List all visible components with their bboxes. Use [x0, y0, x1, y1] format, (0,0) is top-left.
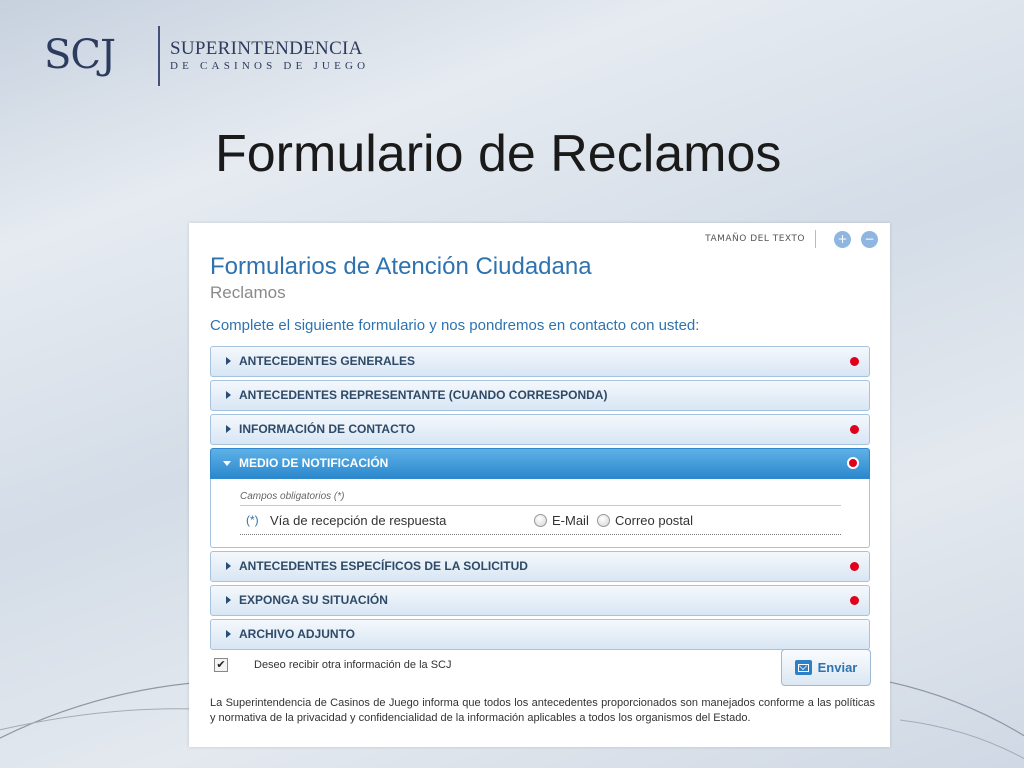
envelope-icon	[795, 660, 812, 675]
logo-divider	[158, 26, 160, 86]
required-mark: (*)	[246, 513, 259, 527]
text-size-label: TAMAÑO DEL TEXTO	[705, 234, 805, 244]
chevron-down-icon	[223, 461, 231, 466]
radio-email[interactable]	[534, 513, 589, 528]
required-dot-icon	[850, 596, 859, 605]
chevron-right-icon	[226, 562, 231, 570]
section-label: INFORMACIÓN DE CONTACTO	[239, 422, 416, 436]
logo-subname: DE CASINOS DE JUEGO	[170, 60, 370, 72]
text-size-divider	[815, 230, 816, 248]
required-fields-note: Campos obligatorios (*)	[240, 491, 345, 502]
section-label: ARCHIVO ADJUNTO	[239, 627, 356, 641]
required-dot-icon	[850, 425, 859, 434]
radio-button[interactable]	[534, 514, 547, 527]
chevron-right-icon	[226, 357, 231, 365]
increase-text-button[interactable]: +	[834, 231, 851, 248]
section-medio-notificacion-body	[210, 479, 870, 548]
section-archivo-adjunto[interactable]	[210, 619, 870, 650]
form-intro: Complete el siguiente formulario y nos pondremos en contacto con usted:	[210, 317, 700, 334]
send-label: Enviar	[817, 660, 858, 675]
section-label: ANTECEDENTES GENERALES	[239, 354, 416, 368]
radio-label: E-Mail	[552, 513, 589, 528]
section-medio-notificacion[interactable]	[210, 448, 870, 479]
form-sections	[210, 346, 870, 653]
chevron-right-icon	[226, 425, 231, 433]
send-button[interactable]	[781, 649, 871, 686]
consent-label: Deseo recibir otra información de la SCJ	[254, 659, 452, 671]
required-dot-icon	[850, 562, 859, 571]
section-antecedentes-especificos[interactable]	[210, 551, 870, 582]
form-screenshot-panel	[189, 223, 890, 747]
section-label: MEDIO DE NOTIFICACIÓN	[239, 456, 389, 470]
notification-method-label: Vía de recepción de respuesta	[270, 513, 447, 528]
required-dot-icon	[850, 357, 859, 366]
section-label: EXPONGA SU SITUACIÓN	[239, 593, 388, 607]
form-subheading: Reclamos	[210, 283, 286, 302]
radio-label: Correo postal	[615, 513, 694, 528]
decrease-text-button[interactable]: −	[861, 231, 878, 248]
radio-button[interactable]	[597, 514, 610, 527]
chevron-right-icon	[226, 630, 231, 638]
radio-correo-postal[interactable]	[597, 513, 693, 528]
logo-mark: SCJ	[44, 32, 116, 78]
section-label: ANTECEDENTES REPRESENTANTE (CUANDO CORRESPONDA)	[239, 388, 608, 402]
notification-method-field	[240, 510, 841, 535]
section-label: ANTECEDENTES ESPECÍFICOS DE LA SOLICITUD	[239, 559, 528, 573]
consent-row	[214, 658, 451, 672]
section-antecedentes-generales[interactable]	[210, 346, 870, 377]
privacy-disclaimer: La Superintendencia de Casinos de Juego informa que todos los antecedentes proporcionados son manejados conforme a las políticas y normativa de la privacidad y confidencialidad de la información aplicables a todos los organismos del Estado.	[210, 697, 875, 724]
consent-checkbox[interactable]: ✔	[214, 658, 228, 672]
chevron-right-icon	[226, 596, 231, 604]
section-informacion-contacto[interactable]	[210, 414, 870, 445]
divider	[240, 505, 841, 506]
required-dot-icon	[847, 457, 859, 469]
text-size-controls	[705, 230, 878, 248]
logo-name: SUPERINTENDENCIA	[170, 38, 363, 59]
slide-title: Formulario de Reclamos	[215, 125, 782, 183]
form-heading: Formularios de Atención Ciudadana	[210, 253, 592, 280]
section-exponga-situacion[interactable]	[210, 585, 870, 616]
chevron-right-icon	[226, 391, 231, 399]
section-antecedentes-representante[interactable]	[210, 380, 870, 411]
